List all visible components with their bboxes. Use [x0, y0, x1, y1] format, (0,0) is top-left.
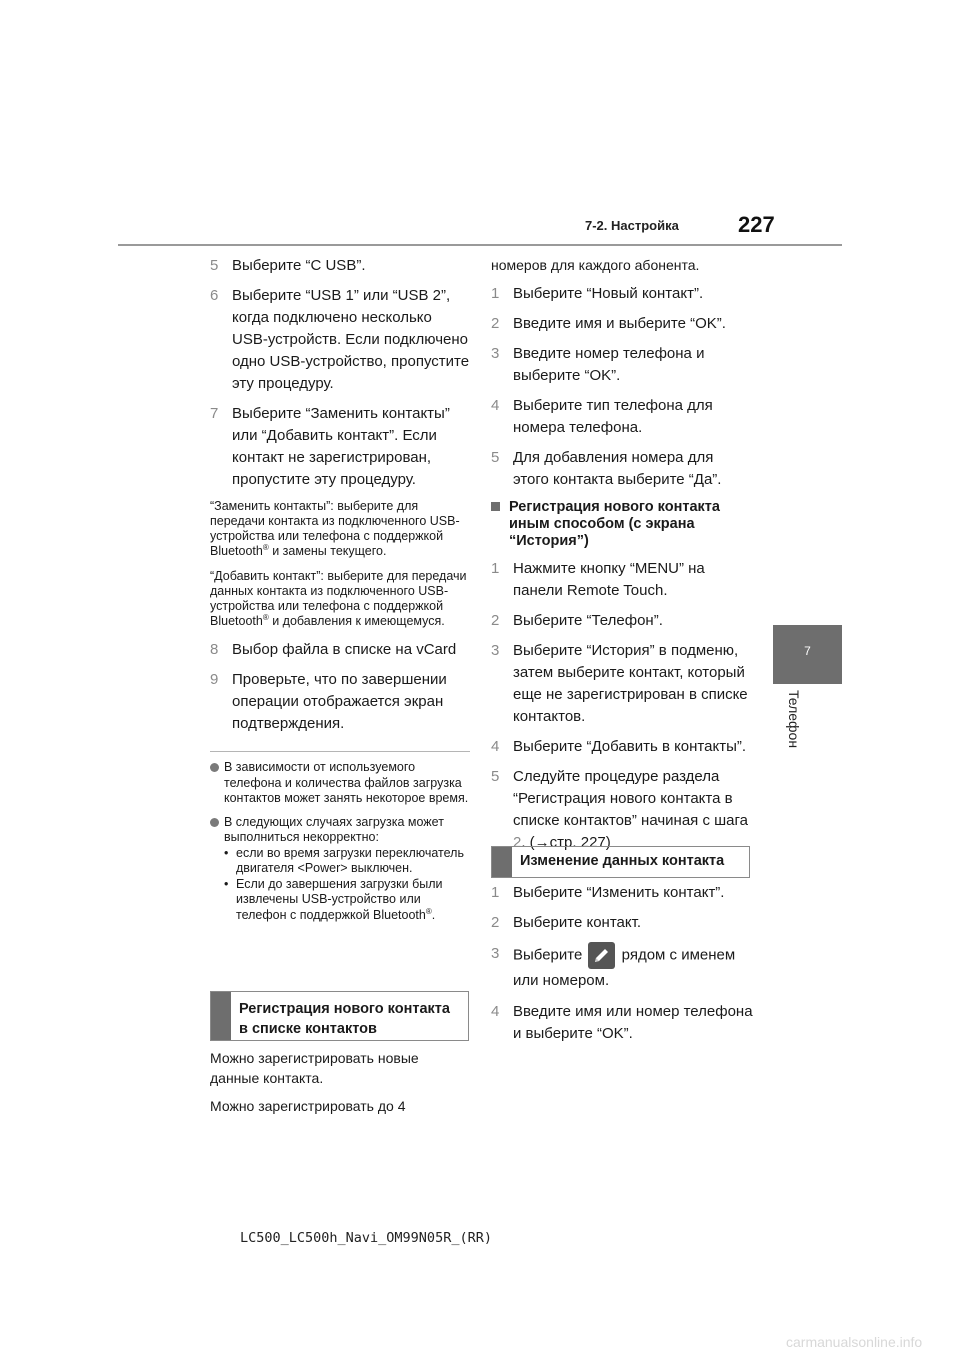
step	[210, 255, 470, 277]
step: 4 Введите имя или номер телефона и выберите “OK”.	[491, 1003, 753, 1042]
step	[210, 669, 470, 735]
section-bar	[211, 992, 231, 1040]
step-number: 9	[210, 671, 219, 688]
paragraph: Можно зарегистрировать до 4	[210, 1098, 406, 1114]
step-list	[210, 255, 470, 491]
left-column	[210, 255, 470, 931]
step-text: Выберите тип телефона для номера телефона.	[513, 397, 713, 436]
note-add-contact: “Добавить контакт”: выберите для передачи данных контакта из подключенного USB-устройства или телефона с поддержкой Bluetooth® и добавления к имеющемуся.	[210, 569, 467, 628]
step-list	[210, 639, 470, 735]
note-replace-contacts: “Заменить контакты”: выберите для передачи контакта из подключенного USB-устройства или телефона с поддержкой Bluetooth® и замены текущего.	[210, 499, 460, 558]
bullet-icon	[210, 763, 219, 772]
step-text: Выберите “История” в подменю, затем выберите контакт, который еще не зарегистрирован в списке контактов.	[513, 642, 748, 725]
step-text: Выберите контакт.	[513, 914, 641, 931]
step-text: Введите номер телефона и выберите “OK”.	[513, 345, 705, 384]
step-number: 3	[491, 642, 500, 659]
section-bar	[492, 847, 512, 877]
header-divider	[118, 244, 842, 246]
step-number: 2	[491, 612, 500, 629]
note-bullet: В зависимости от используемого телефона и количества файлов загрузка контактов может занять некоторое время.	[210, 760, 470, 807]
step: 5 Следуйте процедуре раздела “Регистрация нового контакта в списке контактов” начиная с шага 2. (→стр. 227)	[491, 768, 748, 851]
step-list	[491, 882, 753, 934]
step	[491, 447, 753, 491]
step-number: 5	[210, 257, 219, 274]
step	[491, 912, 753, 934]
page-reference: . (→стр. 227)	[521, 834, 611, 851]
step-text: Введите имя и выберите “OK”.	[513, 315, 726, 332]
section-title: Регистрация нового контакта в списке контактов	[239, 1001, 450, 1037]
step-text: Проверьте, что по завершении операции отображается экран подтверждения.	[232, 671, 447, 732]
step-number: 2	[491, 914, 500, 931]
step-number: 3	[491, 345, 500, 362]
section-heading-register	[210, 991, 469, 1041]
right-column	[491, 255, 753, 862]
step-text: Выберите “Изменить контакт”.	[513, 884, 725, 901]
chapter-label: Телефон	[786, 690, 802, 749]
step	[491, 640, 753, 728]
step-list	[491, 283, 753, 491]
page-number: 227	[738, 212, 775, 237]
step-number: 1	[491, 285, 500, 302]
step-text: Нажмите кнопку “MENU” на панели Remote Touch.	[513, 560, 705, 599]
step-number: 8	[210, 641, 219, 658]
step: 3 Выберите рядом с именем или номером.	[491, 942, 753, 993]
paragraph: номеров для каждого абонента.	[491, 257, 700, 273]
step	[210, 639, 470, 661]
step	[491, 283, 753, 305]
paragraph: Можно зарегистрировать новые данные контакта.	[210, 1050, 419, 1086]
step-text: Выберите “USB 1” или “USB 2”, когда подключено несколько USB-устройств. Если подключено одно USB-устройство, пропустите эту процедуру.	[232, 287, 470, 392]
step-number: 6	[210, 287, 219, 304]
step-text: Выберите “Заменить контакты” или “Добавить контакт”. Если контакт не зарегистрирован, пропустите эту процедуру.	[232, 405, 450, 488]
step-text: Для добавления номера для этого контакта выберите “Да”.	[513, 449, 722, 488]
step-text: Выбор файла в списке на vCard	[232, 641, 457, 658]
bullet-icon	[210, 818, 219, 827]
step-reference: 2	[513, 834, 522, 851]
sub-bullet: • если во время загрузки переключатель двигателя <Power> выключен.	[224, 845, 464, 875]
section-title: Изменение данных контакта	[520, 853, 725, 869]
registered-mark: ®	[425, 906, 432, 916]
step-text: Выберите “Телефон”.	[513, 612, 663, 629]
note-bullet: В следующих случаях загрузка может выполниться некорректно: • если во время загрузки переключатель двигателя <Power> выключен. • Если до завершения загрузки были извлечены USB-устройство или телефон с поддержкой Bluetooth®.	[210, 815, 470, 924]
section-heading-edit	[491, 846, 750, 878]
document-code: LC500_LC500h_Navi_OM99N05R_(RR)	[240, 1230, 492, 1246]
step-number: 7	[210, 405, 219, 422]
step-number: 4	[491, 738, 500, 755]
step	[491, 882, 753, 904]
notes-divider	[210, 751, 470, 752]
step-number: 5	[491, 449, 500, 466]
step-number: 2	[491, 315, 500, 332]
step-number: 1	[491, 560, 500, 577]
subsection-heading: Регистрация нового контакта иным способом (с экрана “История”)	[491, 499, 753, 550]
step	[491, 558, 753, 602]
square-bullet-icon	[491, 502, 500, 511]
step	[491, 395, 753, 439]
sub-bullet: • Если до завершения загрузки были извлечены USB-устройство или телефон с поддержкой Bluetooth®.	[224, 876, 443, 922]
edit-pencil-icon	[588, 942, 615, 969]
step	[491, 736, 753, 758]
section-header: 7-2. Настройка	[585, 218, 679, 233]
left-column-bottom	[210, 1048, 470, 1124]
registered-mark: ®	[262, 612, 269, 622]
step	[491, 343, 753, 387]
step	[210, 403, 470, 491]
step-text: Выберите “С USB”.	[232, 257, 366, 274]
step-text: Выберите “Добавить в контакты”.	[513, 738, 747, 755]
watermark: carmanualsonline.info	[786, 1334, 923, 1350]
registered-mark: ®	[262, 542, 269, 552]
step-text: Выберите “Новый контакт”.	[513, 285, 704, 302]
right-column-bottom	[491, 882, 753, 1053]
chapter-tab: 7	[773, 625, 842, 684]
step-number: 4	[491, 397, 500, 414]
step	[491, 313, 753, 335]
step-number: 1	[491, 884, 500, 901]
step	[491, 610, 753, 632]
step-list	[491, 558, 753, 758]
step	[210, 285, 470, 395]
